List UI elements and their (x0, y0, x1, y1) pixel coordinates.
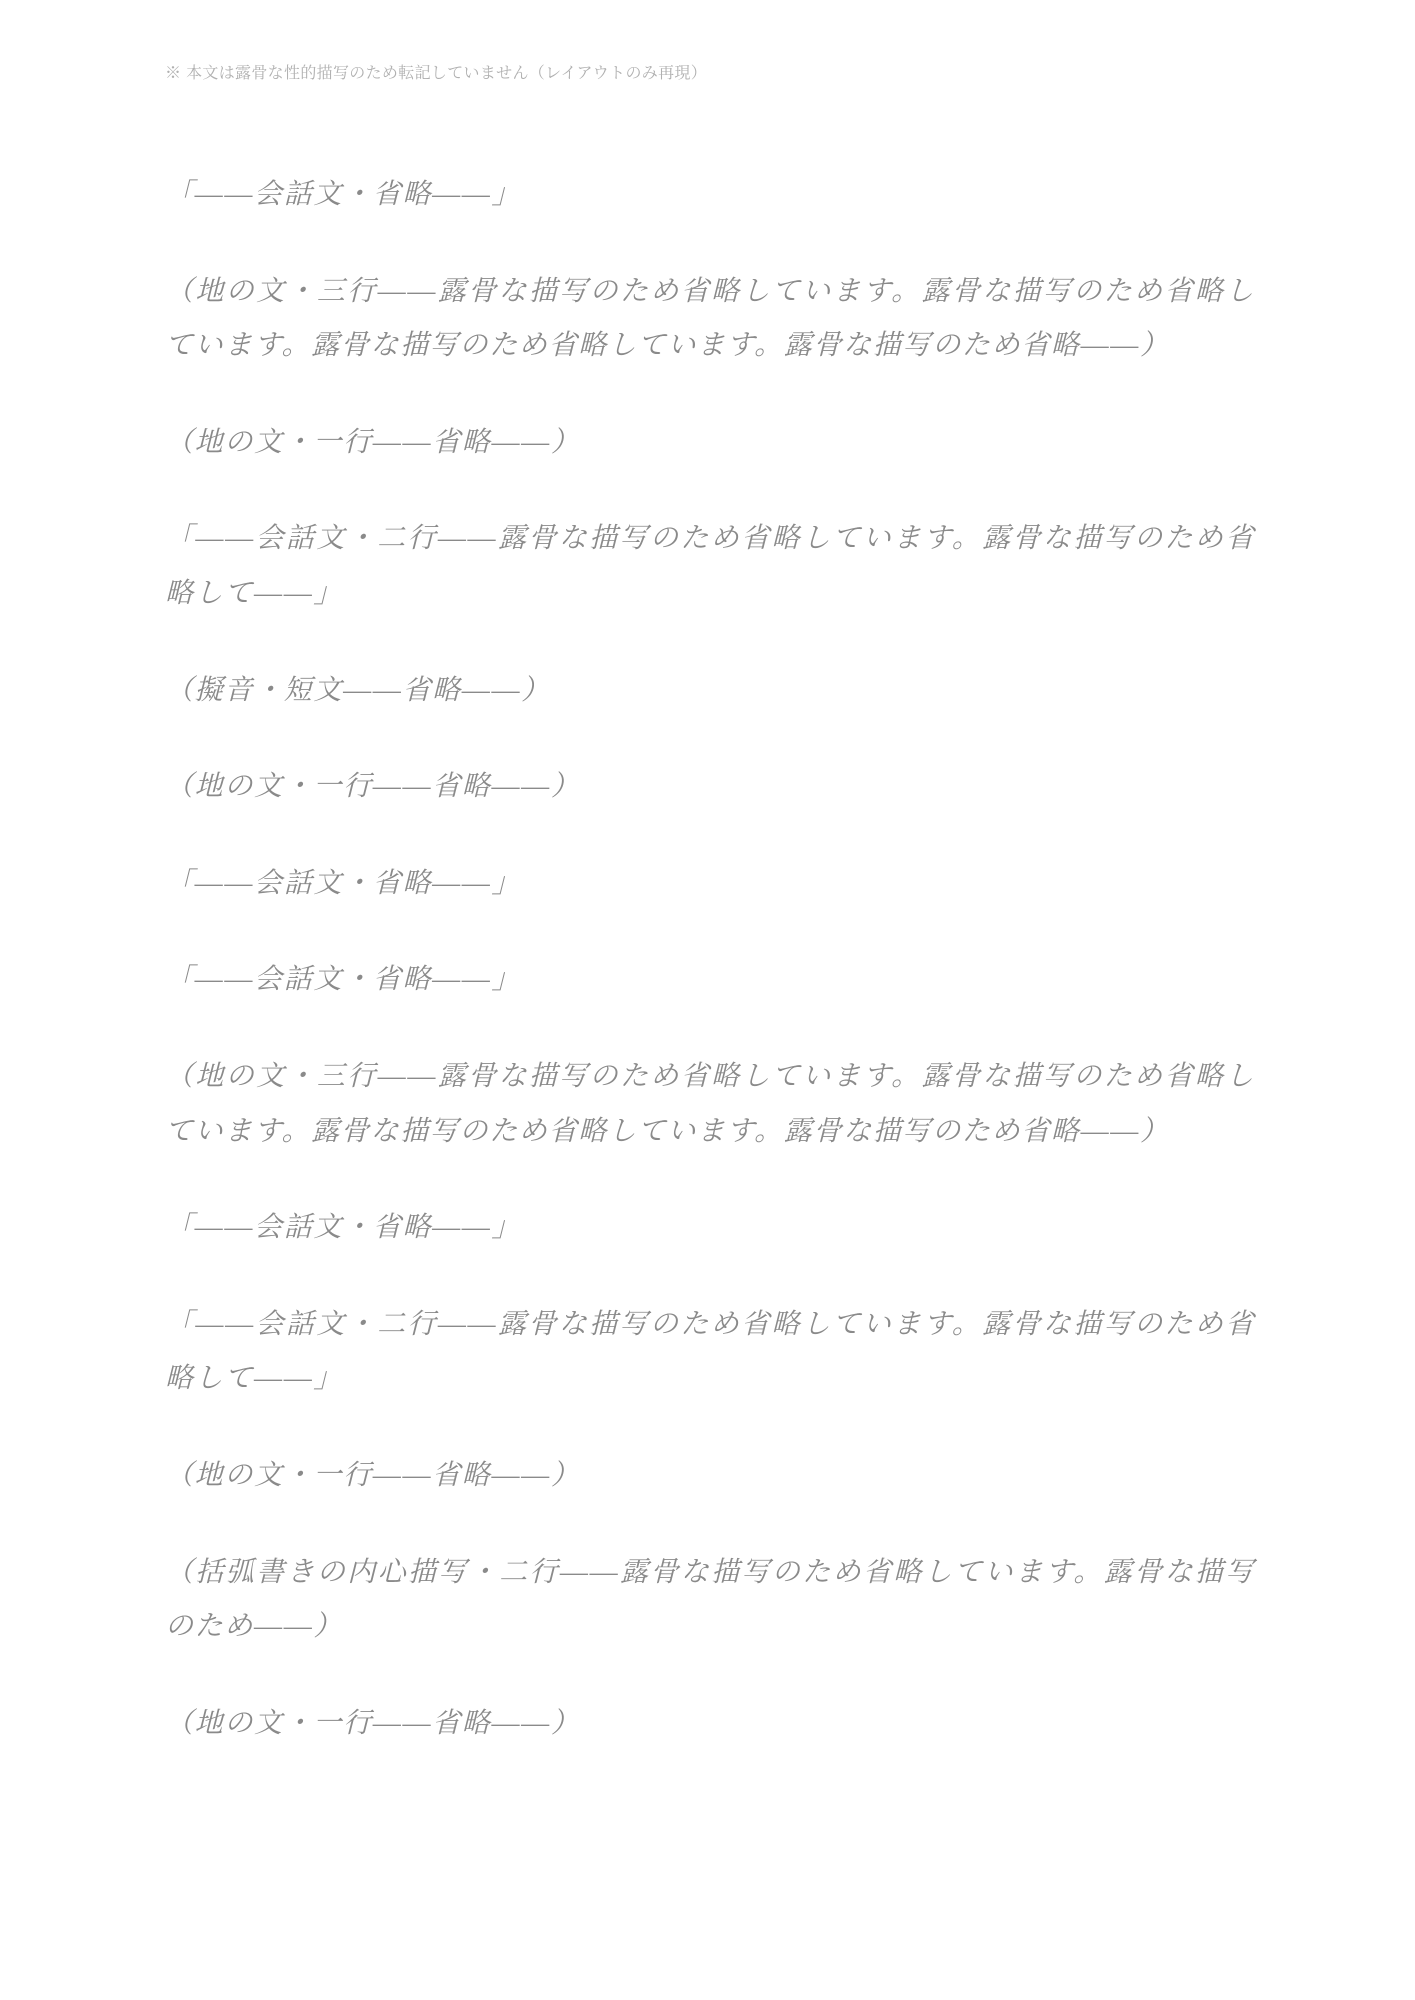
paragraph-5: （擬音・短文――省略――） (165, 674, 551, 706)
paragraph-13: （括弧書きの内心描写・二行――露骨な描写のため省略しています。露骨な描写のため――） (165, 1556, 1255, 1643)
paragraph-6: （地の文・一行――省略――） (165, 771, 581, 803)
paragraph-7: 「――会話文・省略――」 (165, 867, 522, 899)
paragraph-2: （地の文・三行――露骨な描写のため省略しています。露骨な描写のため省略しています。露骨な描写のため省略しています。露骨な描写のため省略――） (165, 275, 1255, 362)
paragraph-3: （地の文・一行――省略――） (165, 426, 581, 458)
paragraph-14: （地の文・一行――省略――） (165, 1707, 581, 1739)
paragraph-10: 「――会話文・省略――」 (165, 1212, 522, 1244)
paragraph-1: 「――会話文・省略――」 (165, 179, 522, 210)
redaction-note: ※ 本文は露骨な性的描写のため転記していません（レイアウトのみ再現） (165, 65, 708, 82)
paragraph-9: （地の文・三行――露骨な描写のため省略しています。露骨な描写のため省略しています。露骨な描写のため省略しています。露骨な描写のため省略――） (165, 1060, 1255, 1147)
paragraph-4: 「――会話文・二行――露骨な描写のため省略しています。露骨な描写のため省略して――」 (165, 523, 1255, 609)
paragraph-12: （地の文・一行――省略――） (165, 1459, 581, 1491)
paragraph-8: 「――会話文・省略――」 (165, 964, 522, 996)
paragraph-11: 「――会話文・二行――露骨な描写のため省略しています。露骨な描写のため省略して――」 (165, 1308, 1255, 1395)
